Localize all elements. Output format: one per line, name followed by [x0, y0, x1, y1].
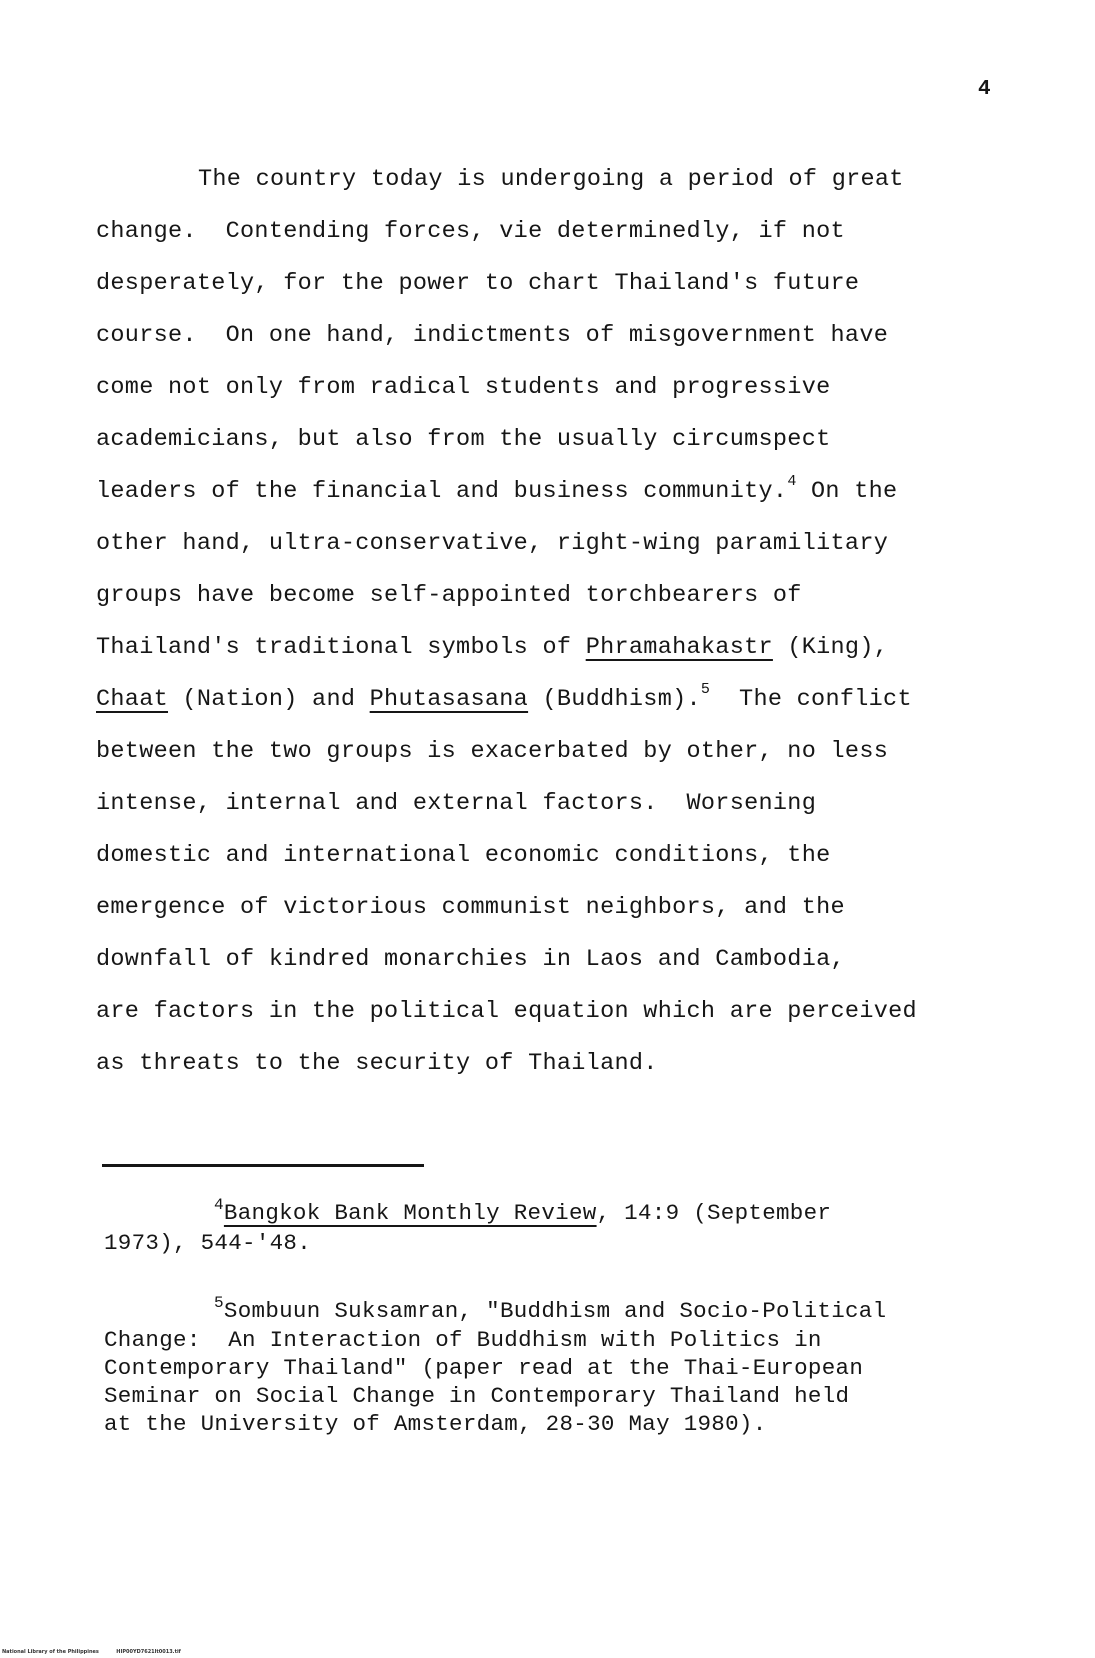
underlined-term: Chaat — [96, 686, 169, 713]
paragraph-line: are factors in the political equation which are perceived — [96, 998, 917, 1025]
underlined-term: Phramahakastr — [585, 634, 773, 661]
paragraph-line — [96, 473, 898, 505]
paragraph-line: The country today is undergoing a period of great — [198, 166, 904, 193]
paragraph-text: (Nation) and — [168, 686, 370, 713]
footnote-line: Seminar on Social Change in Contemporary Thailand held — [104, 1383, 850, 1409]
paragraph-line: downfall of kindred monarchies in Laos and Cambodia, — [96, 946, 845, 973]
paragraph-line: other hand, ultra-conservative, right-wing paramilitary — [96, 530, 889, 557]
paragraph-line: change. Contending forces, vie determinedly, if not — [96, 218, 845, 245]
footnote-separator — [102, 1164, 424, 1167]
footnote-text: , 14:9 (September — [596, 1200, 832, 1226]
footnote-line: Contemporary Thailand" (paper read at the Thai-European — [104, 1355, 864, 1381]
paragraph-line: groups have become self-appointed torchbearers of — [96, 582, 802, 609]
paragraph-line — [96, 681, 912, 713]
paragraph-line: academicians, but also from the usually circumspect — [96, 426, 831, 453]
paragraph-line: course. On one hand, indictments of misgovernment have — [96, 322, 889, 349]
paragraph-line: desperately, for the power to chart Thailand's future — [96, 270, 860, 297]
footnote-reference-4: 4 — [787, 473, 797, 490]
footnote-mark: 5 — [214, 1294, 224, 1312]
paragraph-line: between the two groups is exacerbated by other, no less — [96, 738, 889, 765]
footnote-line: Change: An Interaction of Buddhism with Politics in — [104, 1327, 822, 1353]
footnote-mark: 4 — [214, 1196, 224, 1214]
footnote-line: at the University of Amsterdam, 28-30 May 1980). — [104, 1411, 767, 1437]
paragraph-text: On the — [796, 478, 898, 505]
page-number: 4 — [978, 78, 991, 101]
paragraph-line: come not only from radical students and progressive — [96, 374, 831, 401]
paragraph-line: emergence of victorious communist neighbors, and the — [96, 894, 845, 921]
footnote-line: 1973), 544-'48. — [104, 1230, 312, 1256]
paragraph-text: (King), — [772, 634, 889, 661]
underlined-term: Phutasasana — [369, 686, 529, 713]
paragraph-text: leaders of the financial and business community. — [96, 478, 788, 505]
file-name: HIP00YD7621lt0013.tif — [116, 1649, 181, 1655]
footnote-line — [214, 1294, 887, 1324]
paragraph-text: (Buddhism). — [528, 686, 701, 713]
paragraph-line: intense, internal and external factors. Worsening — [96, 790, 817, 817]
paragraph-text: Thailand's traditional symbols of — [96, 634, 586, 661]
footnote-reference-5: 5 — [700, 681, 711, 698]
footnote-line — [214, 1196, 832, 1226]
paragraph-line: as threats to the security of Thailand. — [96, 1050, 658, 1077]
scan-footer — [2, 1649, 181, 1655]
paragraph-line: domestic and international economic conditions, the — [96, 842, 831, 869]
paragraph-text: The conflict — [710, 686, 912, 713]
paragraph-line — [96, 636, 888, 660]
footnote-text: Sombuun Suksamran, "Buddhism and Socio-Political — [223, 1298, 887, 1324]
footnote-title: Bangkok Bank Monthly Review — [223, 1200, 597, 1226]
library-name: National Library of the Philippines — [2, 1649, 99, 1655]
